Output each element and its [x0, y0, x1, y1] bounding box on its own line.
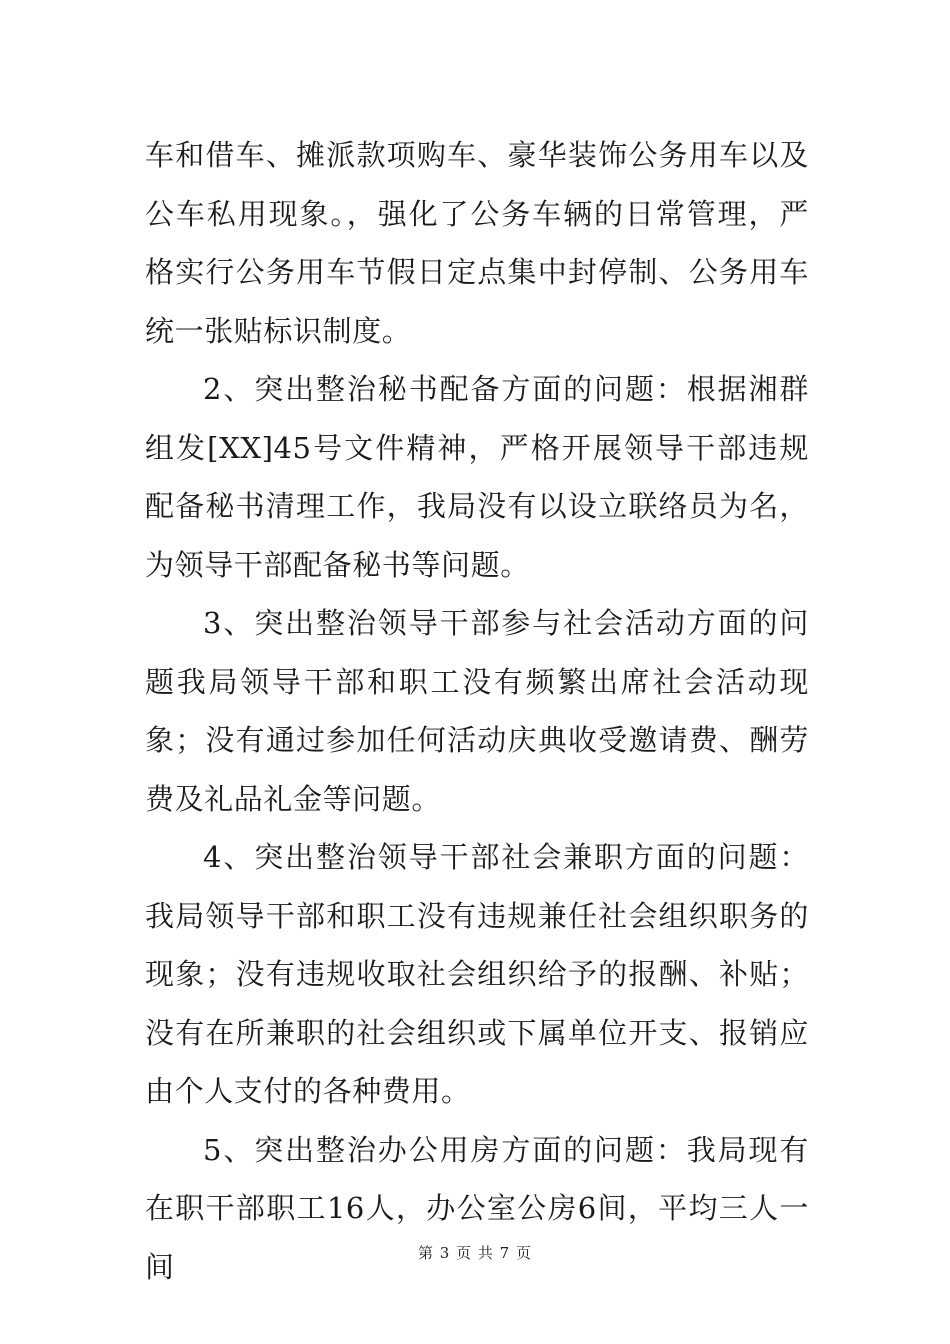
page-footer: 第 3 页 共 7 页: [418, 1244, 532, 1262]
paragraph-1: 车和借车、摊派款项购车、豪华装饰公务用车以及公车私用现象。，强化了公务车辆的日常管理，严格实行公务用车节假日定点集中封停制、公务用车统一张贴标识制度。: [145, 138, 809, 348]
paragraph-3: 3、突出整治领导干部参与社会活动方面的问题我局领导干部和职工没有频繁出席社会活动现象；没有通过参加任何活动庆典收受邀请费、酬劳费及礼品礼金等问题。: [145, 606, 809, 816]
document-body: [145, 126, 809, 1296]
paragraph-4: 4、突出整治领导干部社会兼职方面的问题：我局领导干部和职工没有违规兼任社会组织职务的现象；没有违规收取社会组织给予的报酬、补贴；没有在所兼职的社会组织或下属单位开支、报销应由个人支付的各种费用。: [145, 840, 809, 1108]
paragraph-5: 5、突出整治办公用房方面的问题：我局现有在职干部职工16人，办公室公房6间，平均三人一间: [145, 1132, 809, 1284]
paragraph-2: 2、突出整治秘书配备方面的问题：根据湘群组发[XX]45号文件精神，严格开展领导干部违规配备秘书清理工作，我局没有以设立联络员为名，为领导干部配备秘书等问题。: [145, 372, 809, 582]
